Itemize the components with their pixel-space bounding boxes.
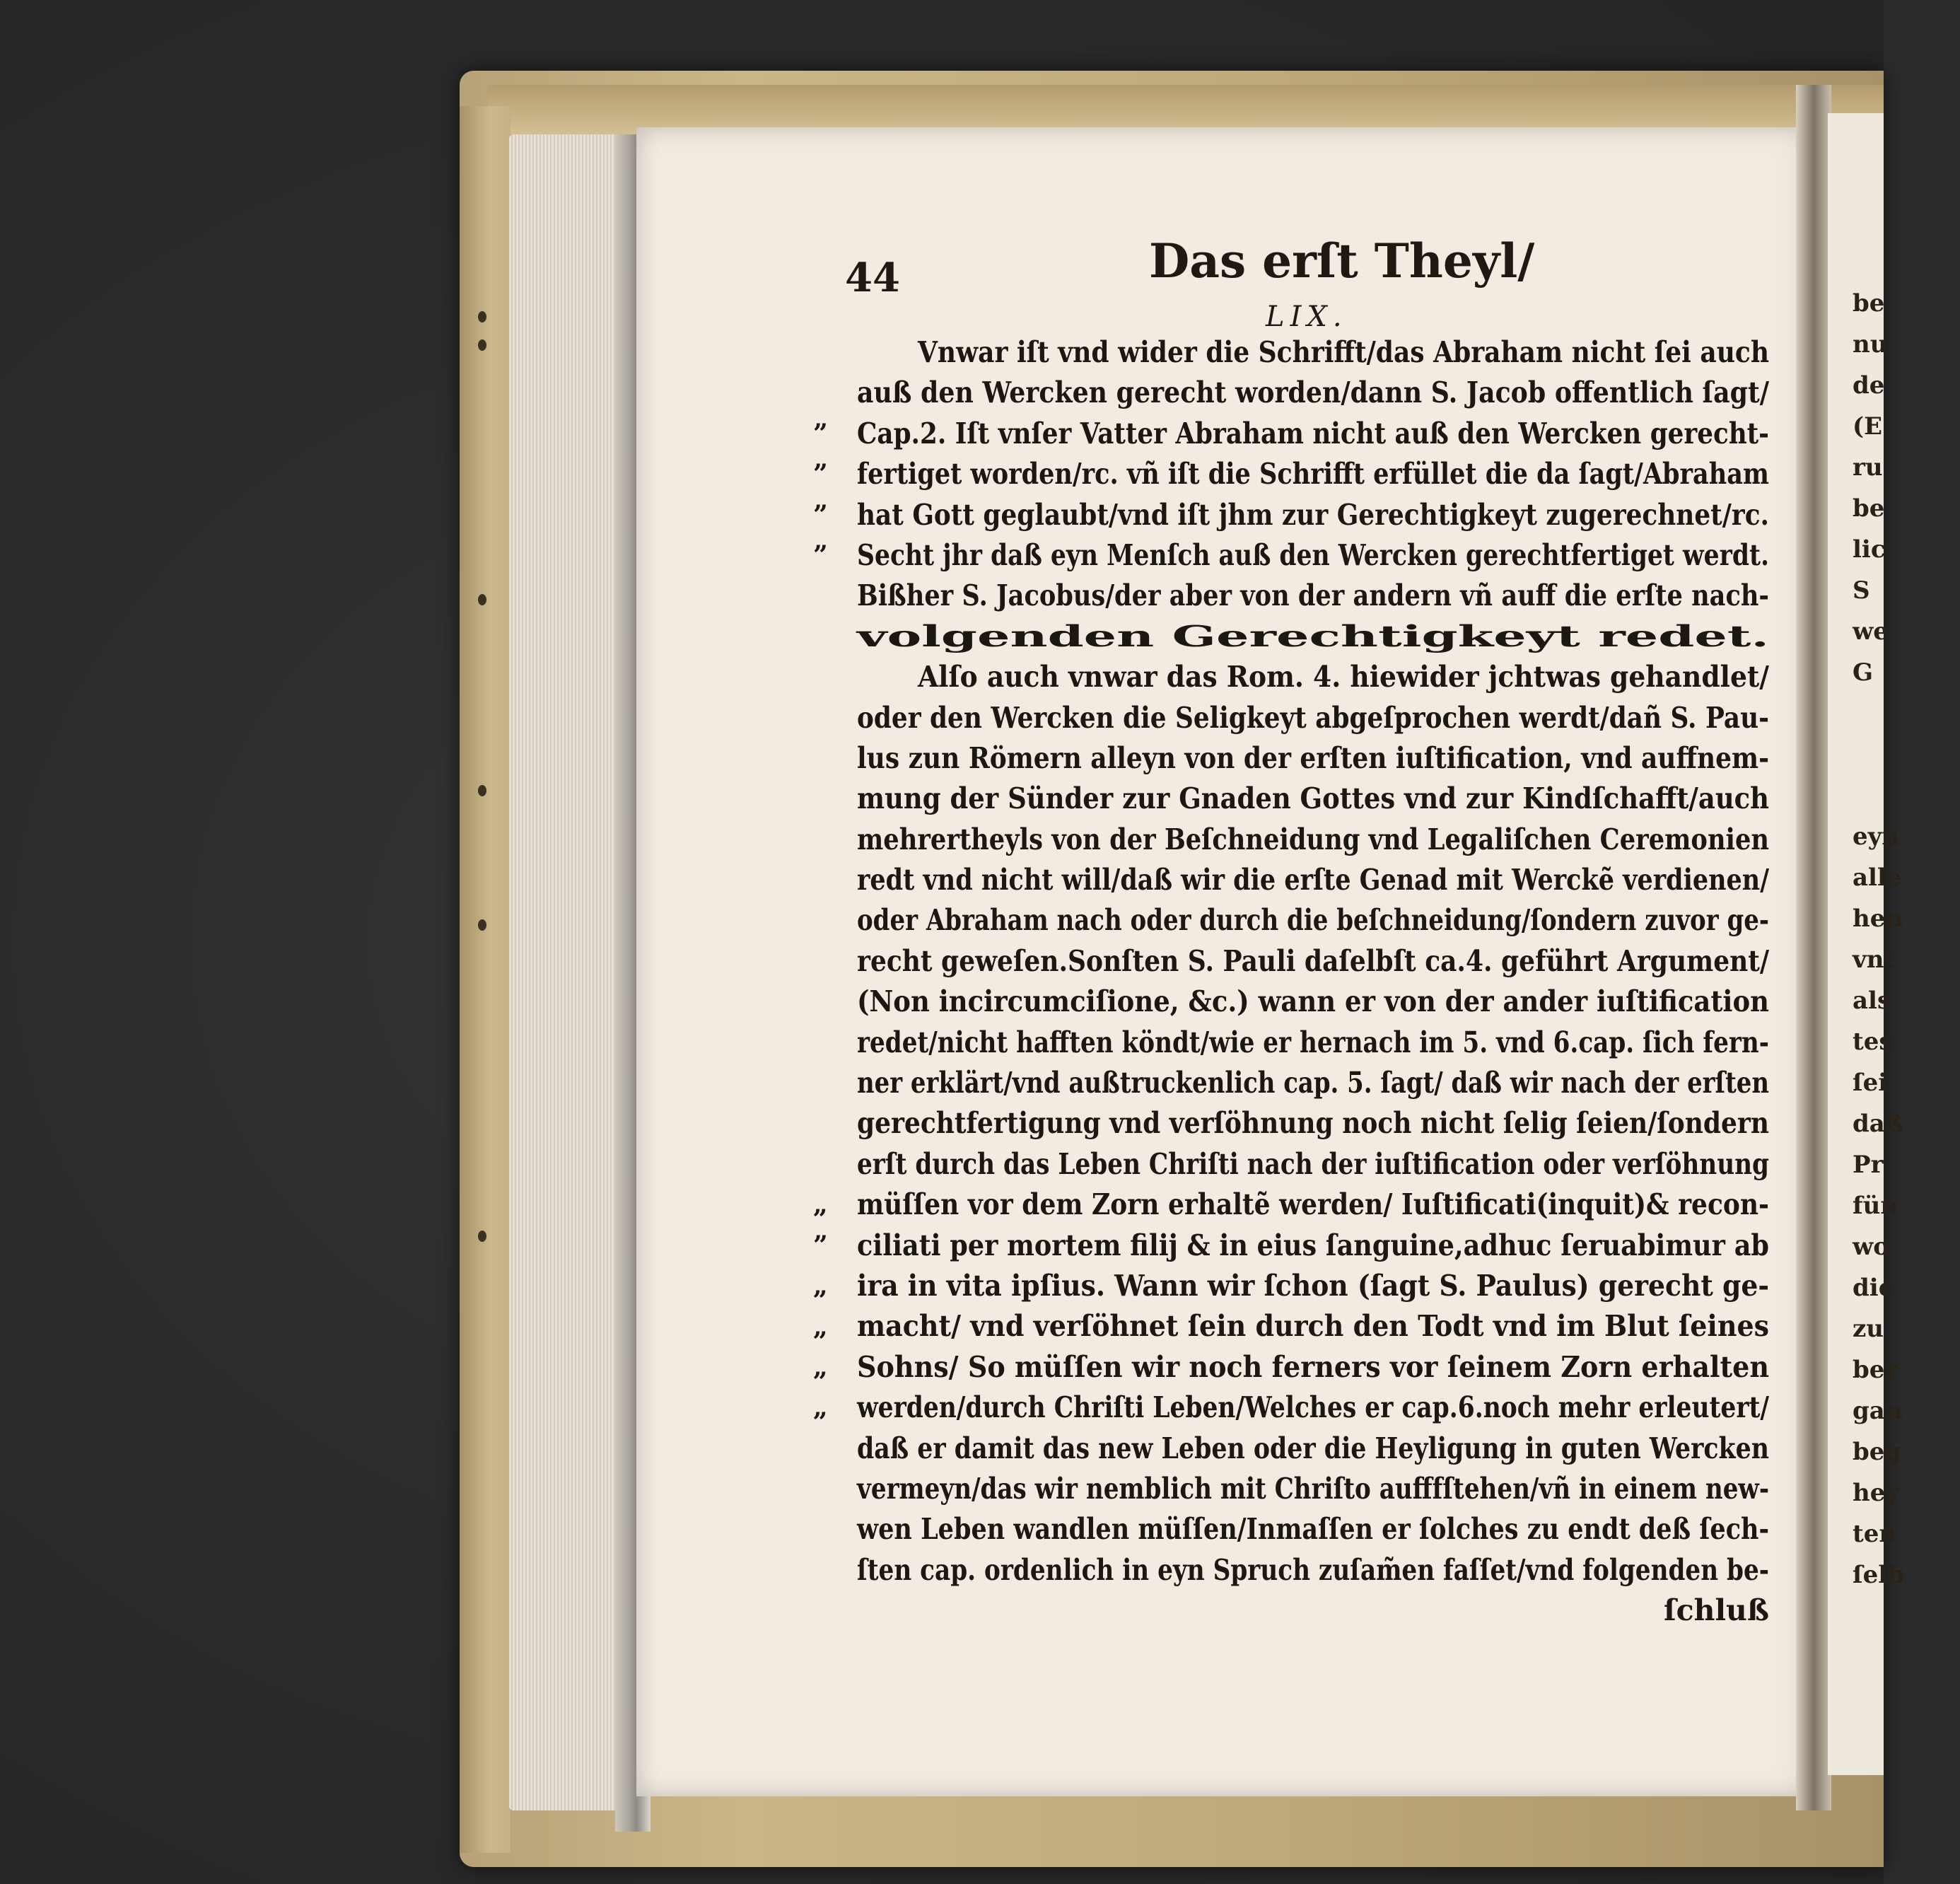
binding-hole — [478, 339, 486, 351]
binding-hole — [478, 311, 486, 322]
text-line: oder den Wercken die Seligkeyt abgeſprochen werdt/dañ S. Pau‑ — [857, 700, 1769, 735]
page-number: 44 — [845, 255, 900, 301]
facing-page-fragment: be — [1853, 289, 1885, 318]
facing-page-fragment: gan — [1853, 1397, 1903, 1425]
facing-page-fragment: vnt — [1853, 946, 1896, 974]
section-number: LIX. — [1266, 301, 1348, 333]
facing-page-fragment: nu — [1853, 330, 1888, 359]
facing-page-fragment: we — [1853, 617, 1889, 646]
text-line: oder Abraham nach oder durch die beſchneidung/ſondern zuvor ge‑ — [857, 903, 1769, 938]
text-line: auß den Wercken gerecht worden/dann S. Jacob offentlich ſagt/ — [857, 376, 1769, 410]
text-line: daß er damit das new Leben oder die Heyligung in guten Wercken — [857, 1431, 1769, 1465]
binding-hole — [478, 785, 486, 796]
quote-mark: „ — [813, 1271, 828, 1301]
binding-hole — [478, 594, 486, 605]
facing-page-fragment: de — [1853, 371, 1885, 400]
text-line: vermeyn/das wir nemblich mit Chriſto aufffſtehen/vñ in einem new‑ — [857, 1471, 1769, 1506]
text-line: (Non incircumciſione, &c.) wann er von der ander iuſtification — [857, 984, 1769, 1019]
facing-page-fragment: alle — [1853, 864, 1902, 892]
facing-page-fragment: ber — [1853, 1356, 1898, 1384]
facing-page-fragment: (E — [1853, 412, 1883, 441]
text-line: Cap.2. Iſt vnſer Vatter Abraham nicht auß den Wercken gerecht‑ — [857, 416, 1769, 450]
text-line: hat Gott geglaubt/vnd iſt jhm zur Gerechtigkeyt zugerechnet/rc. — [857, 497, 1769, 532]
quote-mark: ” — [813, 1230, 828, 1260]
text-line: Secht jhr daß eyn Menſch auß den Wercken gerechtfertiget werdt. — [857, 537, 1769, 572]
text-line: müſſen vor dem Zorn erhaltẽ werden/ Iuſtificati(inquit)& recon‑ — [857, 1187, 1769, 1222]
facing-page-fragment: S — [1853, 576, 1870, 605]
catchword: ſchluß — [1664, 1593, 1769, 1628]
facing-page-fragment: tes — [1853, 1028, 1893, 1056]
facing-page-fragment: zu — [1853, 1315, 1884, 1343]
facing-page-fragment — [1853, 734, 1884, 775]
text-line: fertiget worden/rc. vñ iſt die Schrifft erfüllet die da ſagt/Abraham — [857, 457, 1769, 492]
text-line: wen Leben wandlen müſſen/Inmaſſen er ſolches zu endt deß ſech‑ — [857, 1512, 1769, 1547]
facing-page-fragment: ten — [1853, 1520, 1897, 1548]
text-line: Sohns/ So müſſen wir noch ferners vor ſeinem Zorn erhalten — [857, 1349, 1769, 1384]
facing-page-fragment: ſei — [1853, 1069, 1888, 1097]
text-line: ner erklärt/vnd außtruckenlich cap. 5. ſagt/ daß wir nach der erſten — [857, 1066, 1769, 1100]
quote-mark: ” — [813, 459, 828, 489]
text-line: gerechtfertigung vnd verſöhnung noch nicht ſelig ſeien/ſondern — [857, 1106, 1769, 1141]
binding-hole — [478, 919, 486, 931]
binding-hole — [478, 1231, 486, 1242]
text-line: redt vnd nicht will/daß wir die erſte Genad mit Werckẽ verdienen/ — [857, 863, 1769, 897]
quote-mark: „ — [813, 1190, 828, 1220]
text-line: mehrertheyls von der Beſchneidung vnd Legaliſchen Ceremonien — [857, 822, 1769, 856]
text-line: macht/ vnd verſöhnet ſein durch den Todt vnd im Blut ſeines — [857, 1309, 1769, 1344]
facing-page-fragment: hey — [1853, 1479, 1900, 1507]
text-line: redet/nicht hafften köndt/wie er hernach im 5. vnd 6.cap. ſich fern‑ — [857, 1025, 1769, 1059]
facing-page-fragment: wo — [1853, 1233, 1889, 1261]
text-line: werden/durch Chriſti Leben/Welches er cap.6.noch mehr erleutert/ — [857, 1390, 1769, 1425]
facing-page-fragment: ſelb — [1853, 1561, 1904, 1589]
facing-page-fragment: G — [1853, 658, 1874, 687]
text-line: ſten cap. ordenlich in eyn Spruch zuſam̃en faſſet/vnd folgenden be‑ — [857, 1552, 1769, 1587]
facing-page-fragment: lic — [1853, 535, 1886, 564]
book-spine-edge — [460, 106, 511, 1853]
running-title: Das erſt Theyl/ — [1149, 233, 1535, 289]
quote-mark: „ — [813, 1311, 828, 1342]
facing-page-fragment: daß — [1853, 1110, 1903, 1138]
facing-page-text — [1853, 283, 1904, 1595]
facing-page-fragment — [1853, 693, 1884, 734]
quote-mark: ” — [813, 540, 828, 570]
facing-page-fragment — [1853, 775, 1884, 816]
text-line: lus zun Römern alleyn von der erſten iuſtification, vnd auffnem‑ — [857, 740, 1769, 775]
facing-page-fragment: eyn — [1853, 822, 1900, 851]
facing-page-fragment: hen — [1853, 905, 1903, 933]
text-line: ciliati per mortem filij & in eius ſanguine,adhuc ſeruabimur ab — [857, 1228, 1769, 1262]
body-text — [857, 332, 1769, 1632]
text-line: erſt durch das Leben Chriſti nach der iuſtification oder verſöhnung — [857, 1146, 1769, 1181]
page-header — [845, 233, 1764, 304]
facing-page-fragment: beg — [1853, 1438, 1902, 1466]
text-line: Vnwar iſt vnd wider die Schrifft/das Abraham nicht ſei auch — [918, 335, 1769, 369]
text-line: ira in vita ipſius. Wann wir ſchon (ſagt S. Paulus) gerecht ge‑ — [857, 1268, 1769, 1303]
text-line: Alſo auch vnwar das Rom. 4. hiewider jchtwas gehandlet/ — [918, 660, 1769, 694]
quote-mark: „ — [813, 1352, 828, 1382]
text-line: Bißher S. Jacobus/der aber von der andern vñ auff die erſte nach‑ — [857, 578, 1769, 613]
facing-page-fragment: Pr — [1853, 1151, 1884, 1179]
facing-page-fragment: fün — [1853, 1192, 1898, 1220]
text-line: recht geweſen.Sonſten S. Pauli daſelbſt ca.4. geführt Argument/ — [857, 943, 1769, 978]
quote-mark: „ — [813, 1392, 828, 1423]
facing-page-fragment: die — [1853, 1274, 1894, 1302]
text-line: mung der Sünder zur Gnaden Gottes vnd zur Kindſchafft/auch — [857, 781, 1769, 816]
quote-mark: ” — [813, 418, 828, 448]
text-line: volgenden Gerechtigkeyt redet. — [857, 619, 1769, 653]
quote-mark: ” — [813, 499, 828, 530]
facing-page-fragment: ru — [1853, 453, 1883, 482]
facing-page-fragment: be — [1853, 494, 1885, 523]
facing-page-fragment: als — [1853, 987, 1891, 1015]
